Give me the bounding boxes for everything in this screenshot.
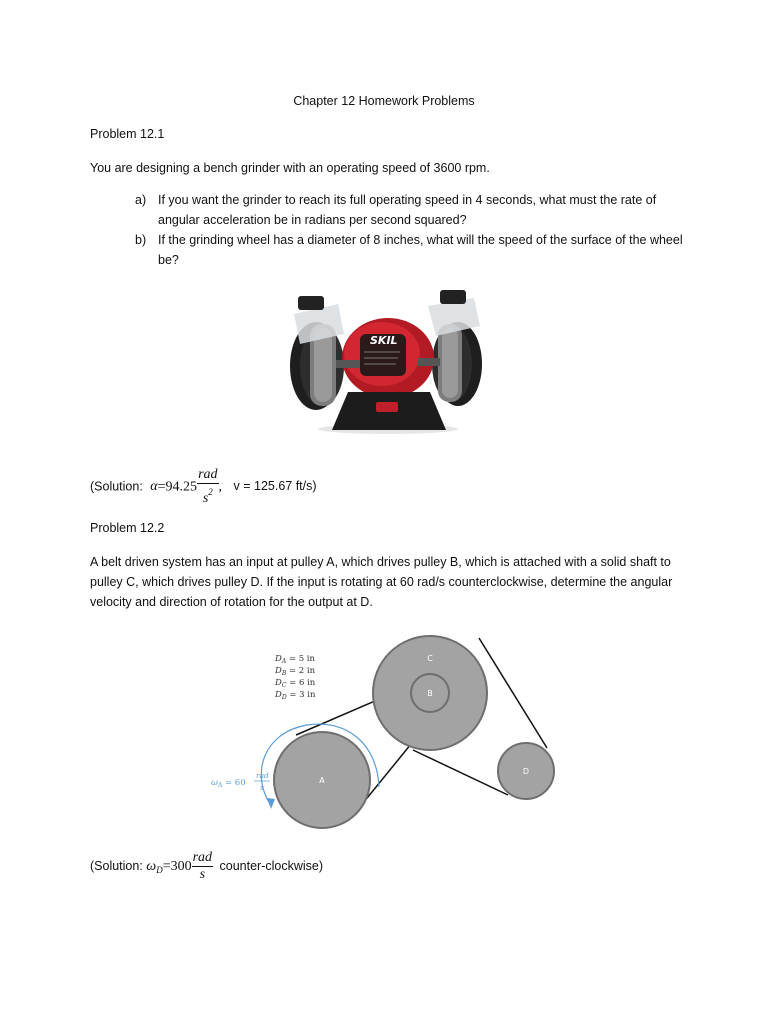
label-d: D	[522, 767, 530, 776]
solution-prefix: (Solution:	[90, 858, 143, 873]
label-b: B	[427, 689, 433, 698]
alpha-symbol: α	[150, 479, 158, 495]
list-item-b	[135, 230, 685, 270]
list-item-text: If the grinding wheel has a diameter of 8 inches, what will the speed of the surface of the wheel be?	[158, 233, 683, 267]
fraction-denominator: s	[192, 866, 213, 883]
omega-subscript: D	[156, 864, 163, 875]
dimension-dc: $D_C = 6$ in	[275, 678, 316, 689]
page-title: Chapter 12 Homework Problems	[293, 94, 475, 108]
belt-c-d-upper	[479, 638, 547, 748]
svg-text:ωA = 60: $\omega_A = 60$	[211, 778, 246, 789]
arrowhead-icon	[267, 798, 275, 809]
problem-12-2-heading: Problem 12.2	[90, 521, 165, 535]
dimension-dd: $D_D = 3$ in	[275, 690, 316, 701]
svg-text:rad: rad	[256, 771, 269, 780]
pulley-diagram	[195, 622, 570, 836]
alpha-unit-fraction	[197, 467, 218, 507]
omega-symbol: ω	[146, 858, 157, 874]
list-marker: b)	[135, 233, 147, 247]
fraction-denominator-base: s	[202, 491, 209, 506]
svg-text:s: s	[260, 783, 264, 792]
dimension-db: $D_B = 2$ in	[275, 666, 316, 677]
rotation-direction: counter-clockwise)	[219, 858, 324, 873]
problem-12-1-intro: You are designing a bench grinder with an operating speed of 3600 rpm.	[90, 161, 490, 175]
velocity-solution: v = 125.67 ft/s)	[233, 479, 317, 494]
omega-unit-fraction	[192, 850, 213, 883]
dimension-list	[274, 654, 316, 701]
omega-value: =300	[162, 858, 192, 874]
problem-12-1-heading: Problem 12.1	[90, 127, 165, 141]
bench-grinder-image	[278, 284, 496, 436]
problem-12-1-solution	[90, 467, 317, 507]
dimension-da: $D_A = 5$ in	[275, 654, 316, 665]
fraction-numerator: rad	[192, 850, 213, 865]
solution-separator: ,	[218, 479, 223, 495]
list-marker: a)	[135, 193, 147, 207]
belt-c-d-lower	[413, 750, 508, 795]
alpha-value: =94.25	[157, 479, 198, 495]
list-item-text: If you want the grinder to reach its full operating speed in 4 seconds, what must the rate of angular acceleration be in radians per second squared?	[158, 193, 657, 227]
solution-prefix: (Solution:	[90, 479, 143, 494]
fraction-numerator: rad	[198, 467, 218, 482]
fraction-denominator	[197, 483, 218, 507]
brand-logo: SKIL	[370, 334, 398, 347]
fraction-denominator-exponent: 2	[208, 487, 213, 497]
list-item-a	[135, 190, 685, 230]
problem-12-2-text: A belt driven system has an input at pulley A, which drives pulley B, which is attached with a solid shaft to pulley C, which drives pulley D. If the input is rotating at 60 rad/s counterclockwise, determine the angular velocity and direction of rotation for the output at D.	[90, 555, 673, 609]
problem-12-2-solution	[90, 850, 323, 883]
label-c: C	[427, 654, 433, 663]
label-a: A	[319, 776, 325, 785]
